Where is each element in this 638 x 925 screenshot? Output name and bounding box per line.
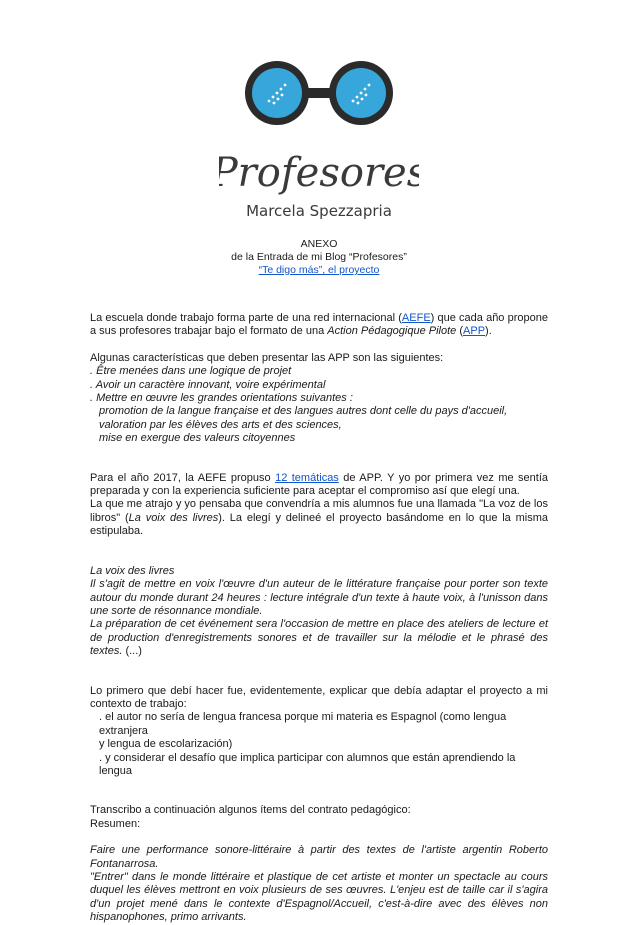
characteristics-title: Algunas características que deben presentar las APP son las siguientes: [90,351,444,364]
orientation-item: valoration par les élèves des arts et des sciences, [99,418,342,431]
adapt-item: . y considerar el desafío que implica participar con alumnos que están aprendiendo la lengua [99,751,516,777]
voix-title: La voix des livres [90,564,175,577]
characteristic-item: . Être menées dans une logique de projet [90,365,292,378]
contract-summary-label: Resumen: [90,817,141,830]
adapt-item: . el autor no sería de lengua francesa porque mi materia es Espagnol (como lengua extranjera [99,711,507,737]
orientation-item: promotion de la langue française et des langues autres dont celle du pays d'accueil, [99,405,508,418]
profesores-logo [219,48,419,223]
contract-paragraph-1: Faire une performance sonore-littéraire à partir des textes de l'artiste argentin Roberto Fontanarrosa. [90,844,548,870]
voix-paragraph-2: La préparation de cet événement sera l'occasion de mettre en place des ateliers de lecture et de production d'enregistrements sonores et de travailler sur la mélodie et le phrasé des textes. (...) [90,618,548,658]
contract-paragraph-2: "Entrer" dans le monde littéraire et plastique de cet artiste et monter un spectacle au cours duquel les élèves mettront en voix plusieurs de ses œuvres. L'enjeu est de taille car il s'agira d'un projet mené dans le contexte d'Espagnol/Accueil, c'est-à-dire avec des élèves non hispanophones, primo arrivants. [90,871,548,924]
project-link[interactable]: “Te digo más”, el proyecto [258,264,380,276]
app-link[interactable]: APP [463,325,486,338]
intro-paragraph: La escuela donde trabajo forma parte de una red internacional (AEFE) que cada año propone a sus profesores trabajar bajo el formato de una Action Pédagogique Pilote (APP). [90,312,548,338]
characteristic-item: . Mettre en œuvre les grandes orientations suivantes : [90,392,353,405]
voix-paragraph-1: Il s'agit de mettre en voix l'œuvre d'un auteur de le littérature française pour porter son texte autour du monde durant 24 heures : lecture intégrale d'un texte à haute voix, à l'unisson dans une sorte de résonnance mondiale. [90,578,548,617]
aefe-link[interactable]: AEFE [401,312,431,324]
adapt-paragraph: Lo primero que debí hacer fue, evidentemente, explicar que debía adaptar el proyecto a mi contexto de trabajo: [90,684,548,710]
orientation-item: mise en exergue des valeurs citoyennes [99,432,296,445]
characteristic-item: . Avoir un caractère innovant, voire expérimental [90,378,326,391]
p2017-paragraph: Para el año 2017, la AEFE propuso 12 temáticas de APP. Y yo por primera vez me sentía preparada y con la experiencia suficiente para aceptar el compromiso así que elegí una. [90,471,548,498]
logo-brand: Profesores [219,150,419,196]
glasses-icon [219,48,419,223]
choice-paragraph: La que me atrajo y yo pensaba que convendría a mis alumnos fue una llamada "La voz de los libros" (La voix des livres). La elegí y delineé el proyecto basándome en lo que la misma estipulaba. [90,498,548,538]
header-title: ANEXO [300,238,338,250]
contract-intro: Transcribo a continuación algunos ítems del contrato pedagógico: [90,804,411,817]
adapt-item-cont: y lengua de escolarización) [99,738,233,751]
document-header [0,238,638,277]
header-subtitle: de la Entrada de mi Blog “Profesores” [231,251,407,263]
logo-author: Marcela Spezzapria [246,202,392,220]
tematicas-link[interactable]: 12 temáticas [275,471,339,484]
document-body [90,312,548,925]
